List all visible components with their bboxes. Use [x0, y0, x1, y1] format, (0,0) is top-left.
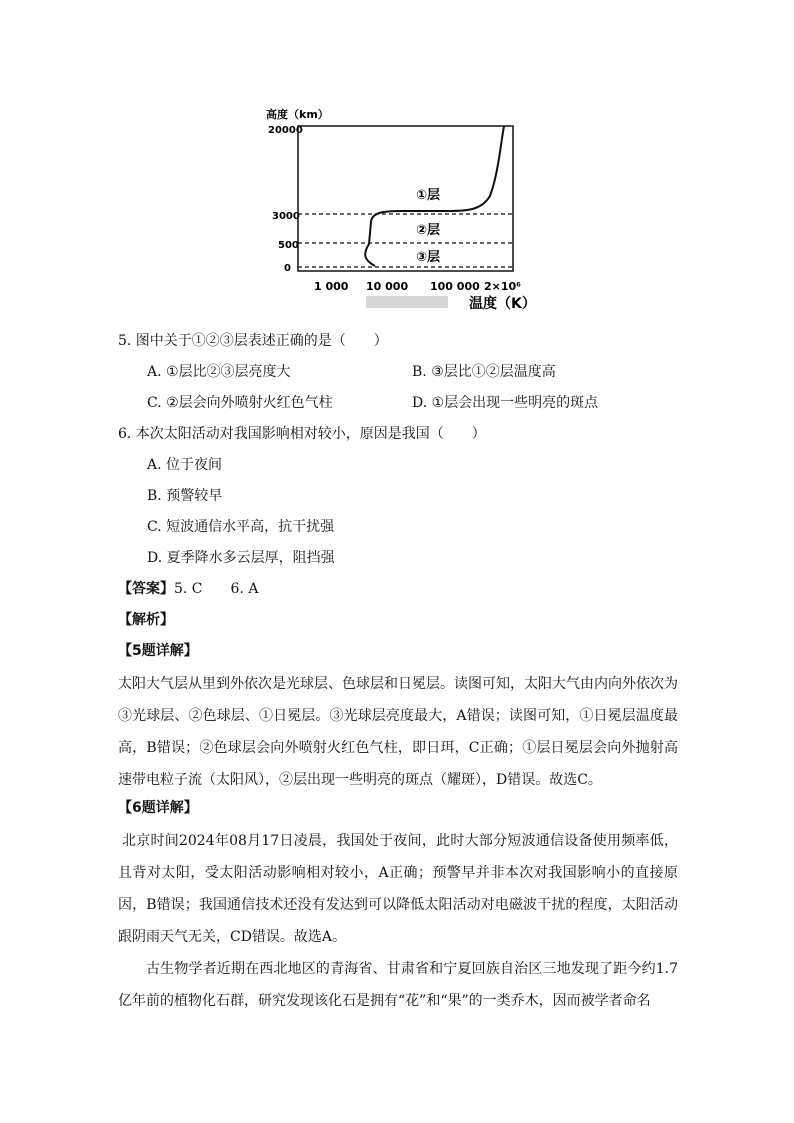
x-axis-title: 温度（K）	[469, 296, 536, 312]
q6-stem: 6. 本次太阳活动对我国影响相对较小，原因是我国（ ）	[118, 426, 486, 442]
y-tick-500: 500	[278, 240, 299, 251]
q5-option-c: C. ②层会向外喷射火红色气柱	[147, 395, 333, 411]
q5-option-b: B. ③层比①②层温度高	[412, 364, 556, 380]
next-passage-text: 古生物学者近期在西北地区的青海省、甘肃省和宁夏回族自治区三地发现了距今约1.7亿年前的植物化石群，研究发现该化石是拥有“花”和“果”的一类乔木，因而被学者命名	[118, 961, 678, 1009]
solar-atmosphere-figure	[262, 104, 542, 314]
y-tick-0: 0	[284, 263, 291, 274]
layer-1-label: ①层	[416, 188, 441, 203]
q5-detail-text: 太阳大气层从里到外依次是光球层、色球层和日冕层。读图可知，太阳大气由内向外依次为③光球层、②色球层、①日冕层。③光球层亮度最大，A错误；读图可知，①日冕层温度最高，B错误；②色球层会向外喷射火红色气柱，即日珥，C正确；①层日冕层会向外抛射高速带电粒子流（太阳风），②层出现一些明亮的斑点（耀斑），D错误。故选C。	[118, 676, 678, 788]
layer-2-label: ②层	[416, 223, 441, 238]
y-axis-title: 高度（km）	[266, 108, 329, 121]
q6-option-b: B. 预警较早	[147, 488, 223, 504]
answer-line	[118, 579, 258, 599]
chart-frame	[298, 126, 513, 271]
scan-smudge	[366, 296, 448, 308]
x-tick-100000: 100 000	[430, 280, 480, 293]
x-tick-1000: 1 000	[314, 280, 349, 293]
q6-option-c: C. 短波通信水平高，抗干扰强	[147, 519, 335, 535]
analysis-label: 【解析】	[118, 612, 174, 628]
y-tick-3000: 3000	[272, 211, 300, 222]
x-tick-10000: 10 000	[366, 280, 409, 293]
q6-detail-label: 【6题详解】	[118, 800, 198, 816]
q5-option-d: D. ①层会出现一些明亮的斑点	[412, 395, 599, 411]
answer-label: 【答案】	[118, 581, 174, 597]
temperature-height-chart	[262, 104, 542, 314]
y-tick-20000: 20000	[268, 125, 303, 136]
q6-detail-text: 北京时间2024年08月17日凌晨，我国处于夜间，此时大部分短波通信设备使用频率低，且背对太阳，受太阳活动影响相对较小，A正确；预警早并非本次对我国影响小的直接原因，B错误；我国通信技术还没有发达到可以降低太阳活动对电磁波干扰的程度，太阳活动跟阴雨天气无关，CD错误。故选A。	[118, 833, 678, 945]
q5-detail-label: 【5题详解】	[118, 643, 198, 659]
layer-3-label: ③层	[416, 250, 441, 265]
answer-text: 5. C 6. A	[174, 581, 259, 597]
q5-option-a: A. ①层比②③层亮度大	[147, 364, 291, 380]
q6-option-a: A. 位于夜间	[147, 457, 223, 473]
q5-stem: 5. 图中关于①②③层表述正确的是（ ）	[118, 333, 388, 349]
x-tick-2e6: 2×10⁶	[484, 280, 521, 293]
q6-option-d: D. 夏季降水多云层厚，阻挡强	[147, 550, 335, 566]
